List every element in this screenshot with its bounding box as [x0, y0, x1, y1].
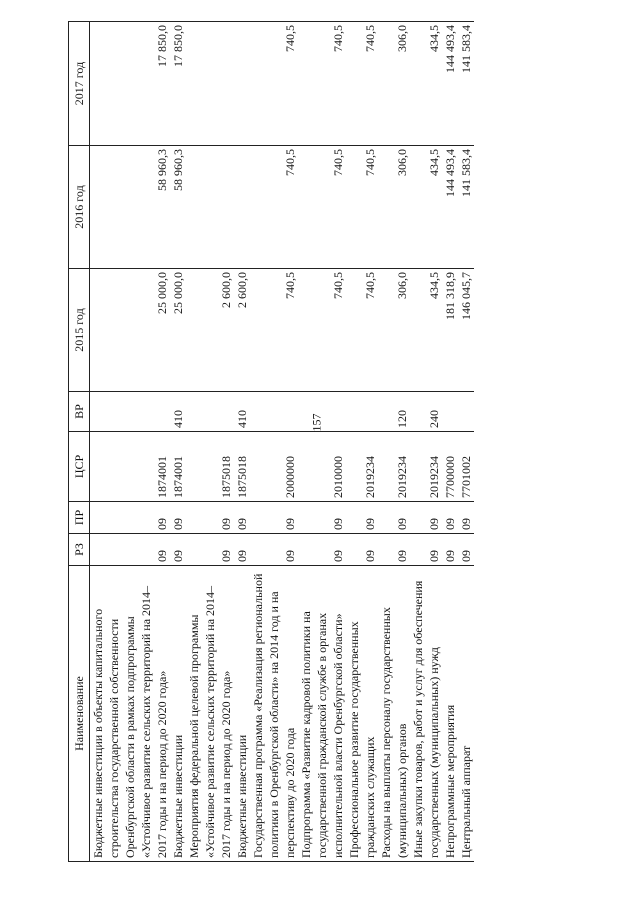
rotated-page	[68, 22, 588, 862]
header-name: Наименование	[69, 566, 90, 862]
vr-cell	[298, 392, 346, 432]
pr-cell: 09	[170, 502, 186, 534]
budget-table	[68, 21, 474, 862]
vr-cell	[458, 392, 474, 432]
header-pr: ПР	[69, 502, 90, 534]
table-row	[346, 22, 378, 862]
vr-cell	[186, 392, 234, 432]
rz-cell: 09	[234, 534, 250, 566]
pr-cell: 09	[442, 502, 458, 534]
pr-cell: 09	[410, 502, 442, 534]
value-2016-cell: 740,5	[298, 146, 346, 269]
value-2017-cell: 141 583,4	[458, 22, 474, 146]
pr-cell: 09	[298, 502, 346, 534]
vr-cell	[250, 392, 298, 432]
rz-cell: 09	[458, 534, 474, 566]
value-2017-cell	[186, 22, 234, 146]
pr-cell: 09	[234, 502, 250, 534]
table-row	[442, 22, 458, 862]
header-csr: ЦСР	[69, 432, 90, 502]
pr-cell: 09	[250, 502, 298, 534]
value-2017-cell: 144 493,4	[442, 22, 458, 146]
rz-cell: 09	[442, 534, 458, 566]
header-rz: РЗ	[69, 534, 90, 566]
value-2017-cell: 434,5	[410, 22, 442, 146]
table-row	[458, 22, 474, 862]
value-2015-cell: 740,5	[346, 269, 378, 392]
value-2016-cell	[186, 146, 234, 269]
vr-cell: 240	[410, 392, 442, 432]
table-row	[298, 22, 346, 862]
pr-cell: 09	[186, 502, 234, 534]
name-cell: Мероприятия федеральной целевой программы «Устойчивое развитие сельских территорий на 2014–2017 годы и на период до 2020 года»	[186, 566, 234, 862]
header-2016: 2016 год	[69, 146, 90, 269]
value-2016-cell: 740,5	[250, 146, 298, 269]
value-2015-cell: 740,5	[298, 269, 346, 392]
name-cell: Бюджетные инвестиции	[170, 566, 186, 862]
value-2017-cell: 17 850,0	[170, 22, 186, 146]
value-2015-cell: 146 045,7	[458, 269, 474, 392]
name-cell: Расходы на выплаты персоналу государственных (муниципальных) органов	[378, 566, 410, 862]
value-2016-cell: 434,5	[410, 146, 442, 269]
page-number: 157	[309, 413, 324, 432]
name-cell: Государственная программа «Реализация региональной политики в Оренбургской области» на 2014 год и на перспективу до 2020 года	[250, 566, 298, 862]
vr-cell	[442, 392, 458, 432]
table-row	[186, 22, 234, 862]
value-2015-cell: 25 000,0	[90, 269, 171, 392]
rz-cell: 09	[90, 534, 171, 566]
header-2017: 2017 год	[69, 22, 90, 146]
value-2015-cell: 181 318,9	[442, 269, 458, 392]
pr-cell: 09	[378, 502, 410, 534]
name-cell: Иные закупки товаров, работ и услуг для обеспечения государственных (муниципальных) нужд	[410, 566, 442, 862]
rz-cell: 09	[186, 534, 234, 566]
csr-cell: 7700000	[442, 432, 458, 502]
csr-cell: 1874001	[170, 432, 186, 502]
name-cell: Подпрограмма «Развитие кадровой политики на государственной гражданской службе в органах исполнительной власти Оренбургской области»	[298, 566, 346, 862]
vr-cell: 120	[378, 392, 410, 432]
value-2016-cell: 141 583,4	[458, 146, 474, 269]
value-2016-cell	[234, 146, 250, 269]
value-2017-cell: 740,5	[298, 22, 346, 146]
pr-cell: 09	[346, 502, 378, 534]
value-2017-cell: 17 850,0	[90, 22, 171, 146]
rz-cell: 09	[298, 534, 346, 566]
header-2015: 2015 год	[69, 269, 90, 392]
value-2017-cell: 740,5	[250, 22, 298, 146]
table-body	[90, 22, 475, 862]
value-2015-cell: 434,5	[410, 269, 442, 392]
csr-cell: 1874001	[90, 432, 171, 502]
name-cell: Непрограммные мероприятия	[442, 566, 458, 862]
vr-cell	[90, 392, 171, 432]
name-cell: Бюджетные инвестиции в объекты капитального строительства государственной собственности Оренбургской области в рамках подпрограммы «Устойчивое развитие сельских территорий на 2014–2017 годы и на период до 2020 года»	[90, 566, 171, 862]
value-2017-cell	[234, 22, 250, 146]
table-row	[90, 22, 171, 862]
value-2015-cell: 25 000,0	[170, 269, 186, 392]
rz-cell: 09	[410, 534, 442, 566]
csr-cell: 2019234	[346, 432, 378, 502]
table-row	[250, 22, 298, 862]
name-cell: Профессиональное развитие государственных гражданских служащих	[346, 566, 378, 862]
pr-cell: 09	[458, 502, 474, 534]
rz-cell: 09	[346, 534, 378, 566]
value-2017-cell: 740,5	[346, 22, 378, 146]
value-2016-cell: 740,5	[346, 146, 378, 269]
csr-cell: 2019234	[410, 432, 442, 502]
csr-cell: 2010000	[298, 432, 346, 502]
table-row	[234, 22, 250, 862]
table-row	[378, 22, 410, 862]
table-header-row	[69, 22, 90, 862]
pr-cell: 09	[90, 502, 171, 534]
csr-cell: 1875018	[186, 432, 234, 502]
value-2017-cell: 306,0	[378, 22, 410, 146]
rz-cell: 09	[378, 534, 410, 566]
vr-cell: 410	[170, 392, 186, 432]
rz-cell: 09	[170, 534, 186, 566]
value-2015-cell: 2 600,0	[234, 269, 250, 392]
value-2015-cell: 740,5	[250, 269, 298, 392]
csr-cell: 7701002	[458, 432, 474, 502]
csr-cell: 2019234	[378, 432, 410, 502]
vr-cell	[346, 392, 378, 432]
value-2015-cell: 306,0	[378, 269, 410, 392]
value-2015-cell: 2 600,0	[186, 269, 234, 392]
value-2016-cell: 306,0	[378, 146, 410, 269]
value-2016-cell: 144 493,4	[442, 146, 458, 269]
vr-cell: 410	[234, 392, 250, 432]
csr-cell: 2000000	[250, 432, 298, 502]
rz-cell: 09	[250, 534, 298, 566]
csr-cell: 1875018	[234, 432, 250, 502]
table-row	[410, 22, 442, 862]
name-cell: Бюджетные инвестиции	[234, 566, 250, 862]
table-row	[170, 22, 186, 862]
value-2016-cell: 58 960,3	[170, 146, 186, 269]
header-vr: ВР	[69, 392, 90, 432]
name-cell: Центральный аппарат	[458, 566, 474, 862]
value-2016-cell: 58 960,3	[90, 146, 171, 269]
